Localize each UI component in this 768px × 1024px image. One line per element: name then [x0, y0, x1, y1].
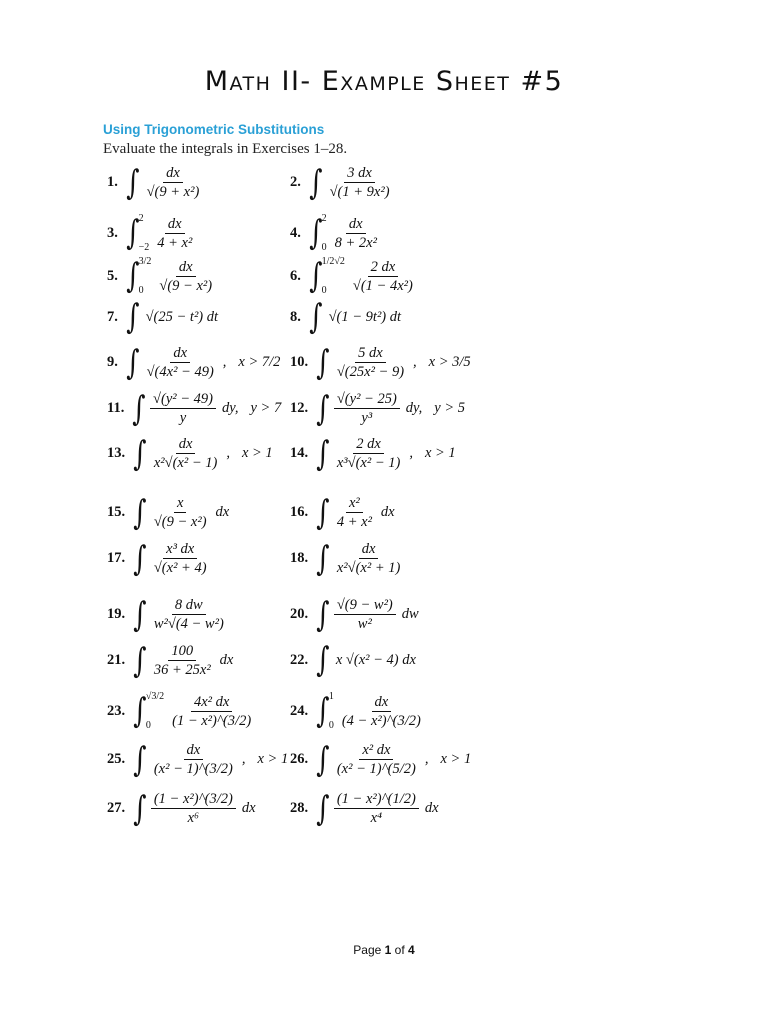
fraction-numerator: dx	[176, 436, 196, 454]
integrand-fraction	[144, 345, 217, 380]
exercise-item	[290, 492, 395, 533]
exercise-number: 18.	[290, 550, 309, 566]
integrand-fraction	[334, 345, 407, 380]
fraction-numerator: dx	[165, 216, 185, 234]
exercise-number: 24.	[290, 702, 309, 719]
exercise-number: 21.	[107, 652, 126, 668]
integrand-tail: dy,	[405, 400, 423, 416]
integral-sign-icon: ∫	[309, 297, 323, 337]
exercise-item	[290, 538, 405, 579]
integral-sign-icon: ∫	[126, 297, 140, 337]
footer-current-page: 1	[384, 943, 392, 957]
exercise-number: 12.	[290, 400, 309, 416]
integrand-fraction	[350, 259, 416, 294]
integrand-tail: ,	[409, 445, 413, 461]
exercise-item	[107, 297, 219, 337]
integral-sign-icon: ∫	[133, 691, 147, 731]
integral-limits	[329, 691, 334, 731]
exercise-number: 5.	[107, 267, 118, 284]
integral-sign-icon: ∫	[316, 691, 330, 731]
integrand-fraction	[332, 216, 380, 251]
domain-condition: y > 7	[250, 400, 282, 416]
integral-sign-icon: ∫	[126, 213, 140, 253]
fraction-denominator: (1 − x²)^(3/2)	[172, 712, 252, 729]
instructions-text: Evaluate the integrals in Exercises 1–28.	[103, 141, 348, 157]
exercise-number: 10.	[290, 354, 309, 370]
fraction-numerator: dx	[346, 216, 366, 234]
domain-condition: x > 1	[424, 445, 456, 461]
integral-sign-icon: ∫	[316, 739, 330, 780]
integrand-fraction	[150, 391, 216, 426]
integrand-fraction	[334, 495, 375, 530]
fraction-numerator: 2 dx	[353, 436, 384, 454]
integrand-tail: dw	[401, 606, 419, 622]
exercise-number: 7.	[107, 308, 118, 325]
integrand-fraction	[151, 791, 236, 826]
exercise-number: 11.	[107, 400, 125, 416]
integrand-tail: dx	[380, 504, 395, 520]
exercise-item	[107, 213, 197, 253]
integral-sign-icon: ∫	[309, 256, 323, 296]
upper-limit: 1/2√2	[321, 256, 345, 267]
fraction-denominator: w²	[357, 616, 372, 632]
exercise-item	[107, 388, 282, 429]
fraction-numerator: x²	[346, 495, 363, 513]
exercise-item	[290, 388, 466, 429]
integral-sign-icon: ∫	[316, 640, 330, 680]
fraction-denominator: w²√(4 − w²)	[153, 616, 224, 632]
integrand-tail: ,	[413, 354, 417, 370]
exercise-number: 4.	[290, 224, 301, 241]
upper-limit: 2	[138, 213, 144, 224]
section-heading: Using Trigonometric Substitutions	[103, 122, 325, 137]
integral-sign-icon: ∫	[133, 739, 147, 780]
lower-limit: 0	[321, 285, 327, 296]
integrand-tail: ,	[241, 751, 246, 767]
fraction-denominator: √(9 − x²)	[153, 514, 207, 530]
footer-page-word: Page	[353, 943, 382, 957]
exercise-item	[290, 433, 456, 474]
integrand-fraction	[154, 216, 195, 251]
exercise-item	[290, 739, 472, 780]
integral-sign-icon: ∫	[316, 433, 330, 474]
fraction-denominator: √(1 + 9x²)	[329, 184, 390, 200]
fraction-numerator: 8 dw	[172, 597, 206, 615]
integral-sign-icon: ∫	[126, 342, 140, 383]
integrand-tail: dy,	[221, 400, 239, 416]
integral-sign-icon: ∫	[316, 538, 330, 579]
fraction-numerator: 2 dx	[368, 259, 399, 277]
integral-limits	[139, 256, 152, 296]
integral-sign-icon: ∫	[316, 492, 330, 533]
lower-limit: 0	[138, 285, 144, 296]
fraction-denominator: x³√(x² − 1)	[336, 455, 401, 471]
exercise-item	[107, 342, 281, 383]
fraction-denominator: (x² − 1)^(3/2)	[153, 761, 233, 777]
fraction-numerator: dx	[372, 694, 392, 712]
exercise-number: 27.	[107, 800, 126, 816]
integral-limits	[139, 213, 150, 253]
fraction-numerator: √(9 − w²)	[334, 597, 396, 615]
exercise-item	[107, 492, 230, 533]
integral-sign-icon: ∫	[316, 594, 330, 635]
integrand-tail: ,	[222, 354, 227, 370]
integrand-fraction	[334, 391, 400, 426]
fraction-numerator: (1 − x²)^(3/2)	[151, 791, 236, 809]
domain-condition: x > 1	[440, 751, 472, 767]
integral-sign-icon: ∫	[133, 538, 147, 579]
exercise-number: 1.	[107, 174, 118, 190]
lower-limit: 0	[321, 242, 327, 253]
fraction-numerator: x³ dx	[163, 541, 197, 559]
exercise-item	[290, 297, 402, 337]
page-title: Math II- Example Sheet #5	[204, 66, 564, 97]
integral-sign-icon: ∫	[133, 788, 147, 829]
exercise-item	[107, 162, 204, 203]
exercise-item	[107, 691, 256, 731]
exercise-number: 3.	[107, 224, 118, 241]
integrand-tail: dx	[241, 800, 256, 816]
integrand-tail: √(1 − 9t²) dt	[328, 308, 402, 325]
exercise-item	[107, 739, 289, 780]
exercise-item	[290, 342, 471, 383]
exercise-item	[290, 594, 419, 635]
domain-condition: x > 1	[241, 445, 273, 461]
integrand-fraction	[144, 165, 203, 200]
exercise-item	[290, 788, 439, 829]
exercise-item	[290, 691, 426, 731]
footer-total-pages: 4	[408, 943, 415, 957]
upper-limit: 2	[321, 213, 327, 224]
fraction-denominator: √(1 − 4x²)	[352, 277, 413, 294]
fraction-numerator: dx	[176, 259, 196, 277]
fraction-denominator: √(x² + 4)	[153, 560, 207, 576]
domain-condition: x > 1	[257, 751, 289, 767]
integrand-fraction	[151, 597, 227, 632]
integrand-tail: dx	[219, 652, 234, 668]
exercise-number: 6.	[290, 267, 301, 284]
exercise-item	[290, 213, 382, 253]
integrand-fraction	[151, 436, 220, 471]
integral-sign-icon: ∫	[132, 388, 146, 429]
upper-limit: 1	[328, 691, 334, 702]
footer-of-word: of	[394, 943, 405, 957]
integral-limits	[146, 691, 164, 731]
integrand-fraction	[156, 259, 215, 294]
exercise-number: 19.	[107, 606, 126, 622]
fraction-numerator: dx	[184, 742, 204, 760]
integrand-fraction	[151, 541, 210, 576]
integrand-fraction	[334, 791, 419, 826]
integral-sign-icon: ∫	[309, 162, 323, 203]
fraction-denominator: √(4x² − 49)	[146, 364, 214, 380]
integral-sign-icon: ∫	[133, 594, 147, 635]
domain-condition: x > 7/2	[238, 354, 281, 370]
page-footer	[0, 943, 768, 957]
fraction-numerator: x² dx	[359, 742, 393, 760]
lower-limit: 0	[145, 720, 151, 731]
upper-limit: √3/2	[145, 691, 165, 702]
exercise-number: 28.	[290, 800, 309, 816]
exercise-item	[107, 640, 234, 681]
integrand-fraction	[151, 643, 214, 678]
fraction-numerator: dx	[163, 165, 183, 183]
fraction-denominator: (4 − x²)^(3/2)	[341, 712, 421, 729]
exercise-item	[290, 256, 418, 296]
fraction-denominator: y	[179, 410, 187, 426]
exercise-number: 14.	[290, 445, 309, 461]
integrand-fraction	[334, 597, 396, 632]
integral-sign-icon: ∫	[309, 213, 323, 253]
integrand-tail: √(25 − t²) dt	[145, 308, 219, 325]
fraction-denominator: (x² − 1)^(5/2)	[336, 761, 416, 777]
fraction-denominator: 8 + 2x²	[334, 234, 377, 251]
integrand-fraction	[169, 694, 254, 729]
integrand-fraction	[334, 436, 403, 471]
fraction-numerator: √(y² − 25)	[334, 391, 400, 409]
exercise-number: 13.	[107, 445, 126, 461]
fraction-numerator: √(y² − 49)	[150, 391, 216, 409]
exercise-item	[107, 433, 273, 474]
fraction-numerator: x	[174, 495, 186, 513]
exercise-number: 22.	[290, 651, 309, 668]
integrand-tail: ,	[424, 751, 429, 767]
fraction-numerator: (1 − x²)^(1/2)	[334, 791, 419, 809]
fraction-denominator: 4 + x²	[336, 514, 372, 530]
exercise-number: 15.	[107, 504, 126, 520]
fraction-numerator: dx	[359, 541, 379, 559]
fraction-numerator: 3 dx	[344, 165, 375, 183]
fraction-denominator: x⁶	[187, 810, 200, 826]
exercise-number: 26.	[290, 751, 309, 767]
exercise-item	[107, 594, 229, 635]
fraction-denominator: x²√(x² + 1)	[336, 560, 401, 576]
domain-condition: y > 5	[434, 400, 466, 416]
exercise-item	[290, 640, 416, 680]
integrand-fraction	[151, 742, 236, 777]
exercise-number: 16.	[290, 504, 309, 520]
exercise-number: 17.	[107, 550, 126, 566]
integrand-fraction	[339, 694, 424, 729]
fraction-numerator: 4x² dx	[191, 694, 232, 712]
exercise-item	[290, 162, 395, 203]
exercise-item	[107, 256, 217, 296]
integrand-tail: x √(x² − 4) dx	[335, 651, 416, 668]
exercise-item	[107, 538, 212, 579]
exercise-number: 25.	[107, 751, 126, 767]
integral-sign-icon: ∫	[126, 256, 140, 296]
exercise-number: 20.	[290, 606, 309, 622]
integrand-tail: dx	[424, 800, 439, 816]
integrand-tail: ,	[226, 445, 230, 461]
exercise-number: 8.	[290, 308, 301, 325]
integral-sign-icon: ∫	[126, 162, 140, 203]
fraction-denominator: x⁴	[370, 810, 383, 826]
integral-limits	[322, 256, 345, 296]
exercise-number: 2.	[290, 174, 301, 190]
integral-sign-icon: ∫	[133, 433, 147, 474]
integrand-fraction	[327, 165, 393, 200]
exercise-number: 9.	[107, 354, 118, 370]
integrand-fraction	[334, 742, 419, 777]
integrand-fraction	[151, 495, 210, 530]
domain-condition: x > 3/5	[428, 354, 471, 370]
integral-sign-icon: ∫	[133, 492, 147, 533]
integral-sign-icon: ∫	[316, 388, 330, 429]
integral-sign-icon: ∫	[316, 342, 330, 383]
integral-sign-icon: ∫	[133, 640, 147, 681]
fraction-numerator: dx	[170, 345, 190, 363]
fraction-numerator: 5 dx	[355, 345, 386, 363]
exercise-item	[107, 788, 256, 829]
lower-limit: 0	[328, 720, 334, 731]
fraction-denominator: y³	[361, 410, 373, 426]
exercise-number: 23.	[107, 702, 126, 719]
integrand-tail: dx	[215, 504, 230, 520]
fraction-denominator: 4 + x²	[157, 234, 193, 251]
fraction-denominator: √(25x² − 9)	[336, 364, 405, 380]
fraction-denominator: x²√(x² − 1)	[153, 455, 218, 471]
fraction-denominator: √(9 + x²)	[146, 184, 200, 200]
integrand-fraction	[334, 541, 403, 576]
lower-limit: −2	[138, 242, 150, 253]
upper-limit: 3/2	[138, 256, 152, 267]
integral-sign-icon: ∫	[316, 788, 330, 829]
fraction-denominator: √(9 − x²)	[159, 277, 213, 294]
fraction-numerator: 100	[168, 643, 196, 661]
fraction-denominator: 36 + 25x²	[153, 662, 211, 678]
